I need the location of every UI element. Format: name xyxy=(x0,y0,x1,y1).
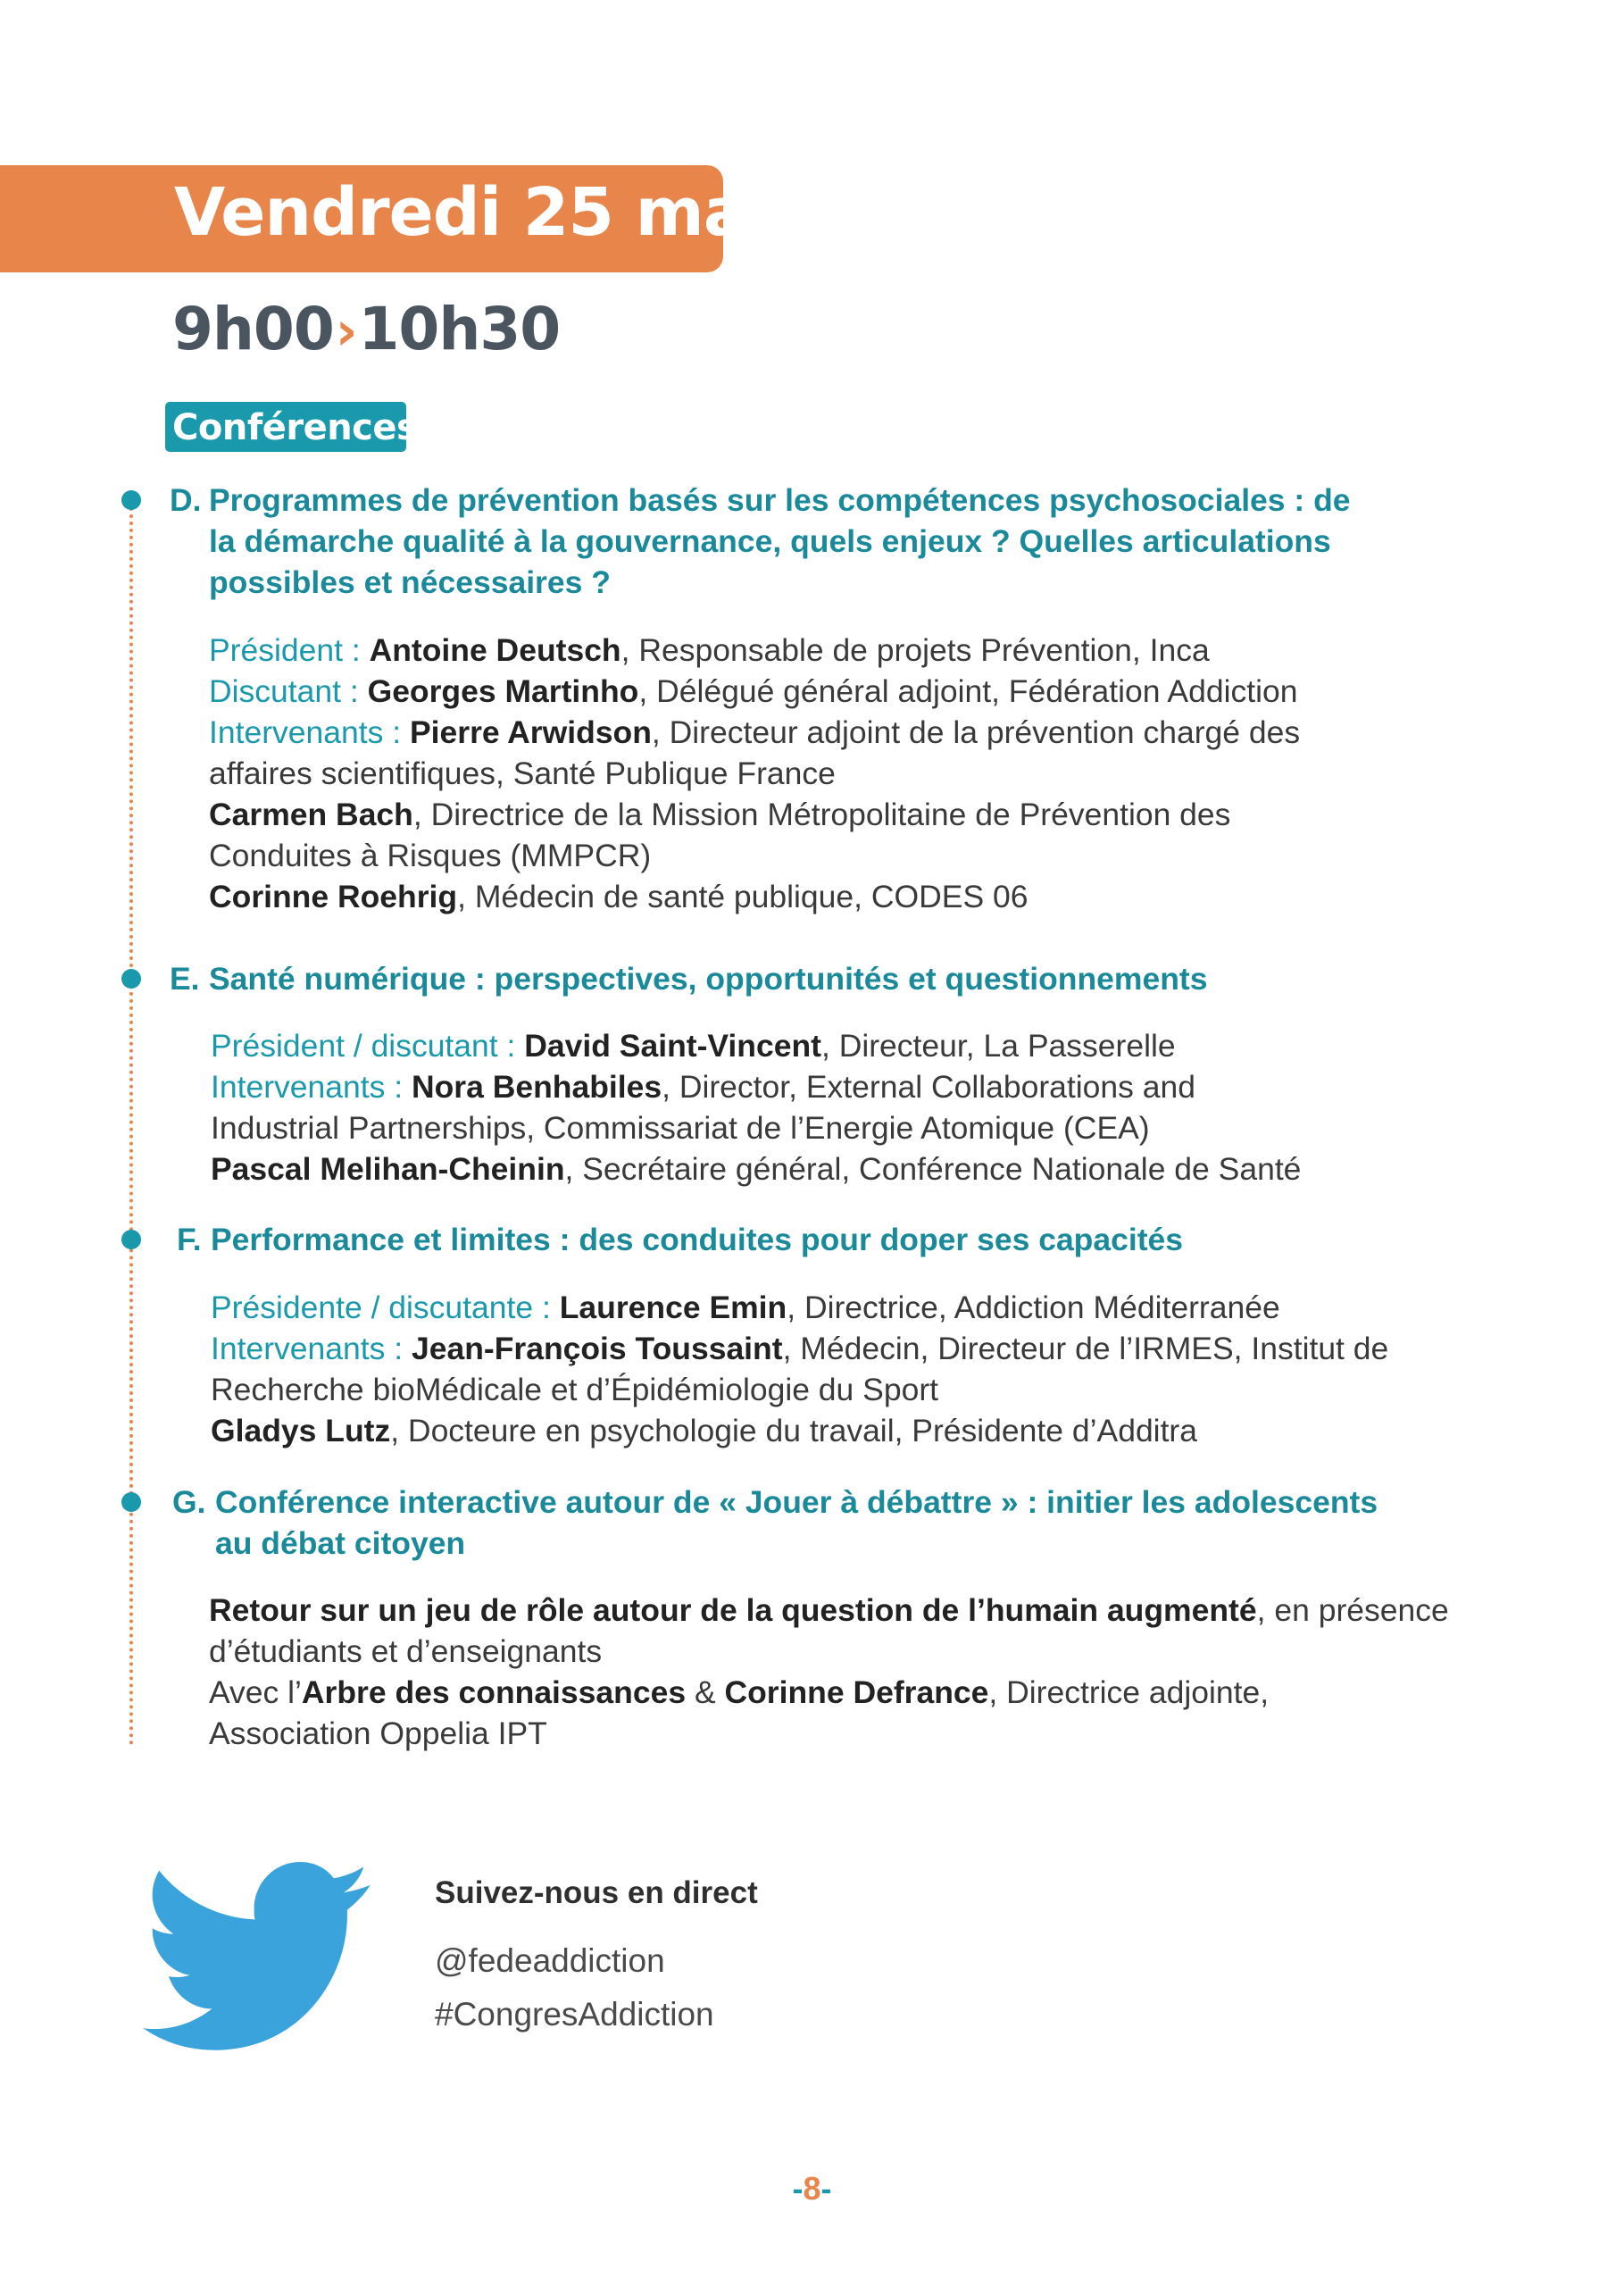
speaker-role: Président / discutant : xyxy=(211,1028,525,1064)
page-number-value: 8 xyxy=(803,2170,821,2207)
speaker-name: Jean-François Toussaint xyxy=(411,1331,783,1366)
speaker-details: , Délégué général adjoint, Fédération Addiction xyxy=(638,673,1298,709)
speaker-role: Intervenants : xyxy=(211,1331,412,1366)
speaker-line xyxy=(211,1066,1195,1107)
speaker-line xyxy=(211,1148,1301,1190)
speaker-name: Pierre Arwidson xyxy=(409,714,652,750)
speaker-role: Président : xyxy=(209,632,370,668)
speaker-name: David Saint-Vincent xyxy=(524,1028,821,1064)
session-description-line xyxy=(209,1590,1449,1631)
speaker-details: Industrial Partnerships, Commissariat de l’Energie Atomique (CEA) xyxy=(211,1110,1150,1146)
session-highlight: Retour sur un jeu de rôle autour de la question de l’humain augmenté xyxy=(209,1592,1257,1628)
speaker-details: , Médecin, Directeur de l’IRMES, Institut de xyxy=(782,1331,1389,1366)
time-end: 10h30 xyxy=(358,295,561,363)
speaker-details: , Directrice, Addiction Méditerranée xyxy=(787,1290,1280,1325)
speaker-details: , Médecin de santé publique, CODES 06 xyxy=(457,879,1029,914)
speaker-line xyxy=(211,1369,938,1410)
session-description-line xyxy=(209,1713,547,1754)
page-dash: - xyxy=(820,2170,832,2207)
speaker-name: Pascal Melihan-Cheinin xyxy=(211,1151,565,1187)
speaker-line xyxy=(209,630,1210,671)
time-start: 9h00 xyxy=(172,295,334,363)
session-details: d’étudiants et d’enseignants xyxy=(209,1633,603,1669)
timeline-dotted-line xyxy=(129,500,133,1746)
session-title-line: la démarche qualité à la gouvernance, quels enjeux ? Quelles articulations xyxy=(209,523,1331,559)
session-letter: E. xyxy=(170,961,200,997)
speaker-line xyxy=(209,712,1300,753)
speaker-name: Carmen Bach xyxy=(209,797,413,832)
speaker-name: Georges Martinho xyxy=(367,673,639,709)
day-banner xyxy=(0,165,769,272)
session-details: & xyxy=(686,1674,725,1710)
speaker-line xyxy=(209,835,651,876)
speaker-role: Intervenants : xyxy=(209,714,410,750)
session-letter: F. xyxy=(177,1222,202,1257)
follow-title: Suivez-nous en direct xyxy=(435,1875,758,1910)
speaker-name: Antoine Deutsch xyxy=(369,632,621,668)
speaker-line xyxy=(209,794,1230,835)
session-title-line: Santé numérique : perspectives, opportunités et questionnements xyxy=(209,961,1208,997)
session-title-line: possibles et nécessaires ? xyxy=(209,564,611,600)
page-number xyxy=(0,2170,1624,2208)
speaker-details: , Directrice de la Mission Métropolitaine de Prévention des xyxy=(412,797,1231,832)
timeline-bullet-icon xyxy=(121,1492,141,1512)
speaker-details: affaires scientifiques, Santé Publique France xyxy=(209,755,836,791)
section-badge xyxy=(165,402,418,452)
speaker-role: Présidente / discutante : xyxy=(211,1290,560,1325)
speaker-name: Nora Benhabiles xyxy=(411,1069,662,1105)
timeline-bullet-icon xyxy=(121,490,141,510)
speaker-name: Gladys Lutz xyxy=(211,1413,391,1448)
time-slot xyxy=(172,295,560,375)
day-title: Vendredi 25 mai xyxy=(174,174,769,251)
speaker-details: , Directeur, La Passerelle xyxy=(820,1028,1176,1064)
session-title-line: au débat citoyen xyxy=(215,1525,466,1561)
session-details: , en présence xyxy=(1256,1592,1449,1628)
time-separator-chevron-icon: › xyxy=(335,300,357,363)
session-details: Association Oppelia IPT xyxy=(209,1716,547,1751)
speaker-details: , Responsable de projets Prévention, Inca xyxy=(620,632,1210,668)
session-title-line: Programmes de prévention basés sur les compétences psychosociales : de xyxy=(209,482,1351,518)
twitter-handle[interactable]: @fedeaddiction xyxy=(435,1942,665,1979)
session-letter: G. xyxy=(172,1484,206,1520)
speaker-details: , Directeur adjoint de la prévention chargé des xyxy=(651,714,1301,750)
session-title-line: Performance et limites : des conduites pour doper ses capacités xyxy=(211,1222,1184,1257)
speaker-line xyxy=(209,671,1297,712)
speaker-line xyxy=(211,1328,1388,1369)
timeline-bullet-icon xyxy=(121,1230,141,1249)
speaker-name: Corinne Roehrig xyxy=(209,879,458,914)
speaker-line xyxy=(211,1107,1150,1148)
twitter-bird-icon xyxy=(143,1862,375,2054)
speaker-details: , Secrétaire général, Conférence Nationale de Santé xyxy=(564,1151,1302,1187)
speaker-name: Arbre des connaissances xyxy=(301,1674,687,1710)
speaker-details: , Directrice adjointe, xyxy=(988,1674,1270,1710)
section-badge-label: Conférences xyxy=(172,407,418,448)
twitter-hashtag[interactable]: #CongresAddiction xyxy=(435,1996,714,2033)
speaker-line xyxy=(209,753,836,794)
speaker-line xyxy=(211,1410,1197,1451)
page-dash: - xyxy=(792,2170,804,2207)
speaker-line xyxy=(211,1287,1280,1328)
speaker-details: , Docteure en psychologie du travail, Présidente d’Additra xyxy=(390,1413,1197,1448)
speaker-name: Laurence Emin xyxy=(559,1290,787,1325)
speaker-role: Intervenants : xyxy=(211,1069,412,1105)
speaker-name: Corinne Defrance xyxy=(724,1674,989,1710)
speaker-details: , Director, External Collaborations and xyxy=(662,1069,1195,1105)
speaker-details: Conduites à Risques (MMPCR) xyxy=(209,838,652,873)
session-description-line xyxy=(209,1672,1269,1713)
session-description-line xyxy=(209,1631,602,1672)
session-letter: D. xyxy=(170,482,202,518)
speaker-role: Discutant : xyxy=(209,673,368,709)
speaker-line xyxy=(211,1025,1176,1066)
speaker-details: Recherche bioMédicale et d’Épidémiologie du Sport xyxy=(211,1372,939,1407)
timeline-bullet-icon xyxy=(121,969,141,989)
speaker-line xyxy=(209,876,1028,917)
session-details: Avec l’ xyxy=(209,1674,302,1710)
session-title-line: Conférence interactive autour de « Jouer à débattre » : initier les adolescents xyxy=(215,1484,1378,1520)
